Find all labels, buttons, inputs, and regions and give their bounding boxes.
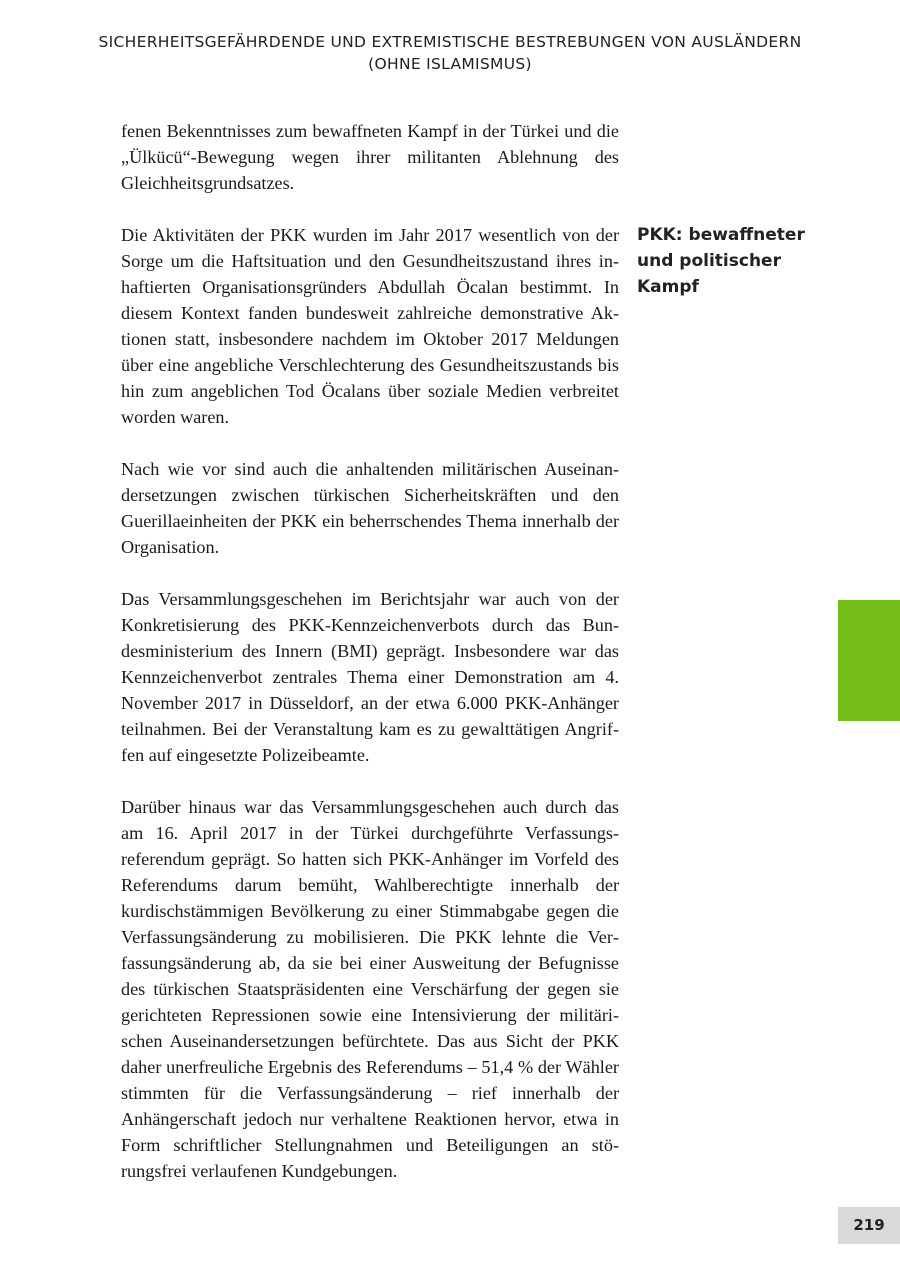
paragraph-military-conflicts: Nach wie vor sind auch die anhaltenden militärischen Auseinandersetzungen zwischen türkischen Sicherheitskräften und den Guerillaeinheiten der PKK ein beherrschendes Thema innerhalb der Organisation. (121, 459, 619, 557)
paragraph-assembly-symbol-ban: Das Versammlungsgeschehen im Berichtsjahr war auch von der Konkretisierung des PKK-Kennzeichenverbots durch das Bundesministerium des Innern (BMI) geprägt. Insbesondere war das Kennzeichenverbot zentrales Thema einer Demonstration am 4. November 2017 in Düsseldorf, an der etwa 6.000 PKK-Anhänger teilnahmen. Bei der Veranstaltung kam es zu gewalttätigen Angriffen auf eingesetzte Polizeibeamte. (121, 589, 619, 765)
page-number: 219 (838, 1207, 900, 1244)
body-text (121, 118, 619, 1210)
paragraph-continuation: fenen Bekenntnisses zum bewaffneten Kampf in der Türkei und die „Ülkücü“-Bewegung wegen ihrer militanten Ablehnung des Gleichheitsgrundsatzes. (121, 121, 619, 193)
margin-note: PKK: bewaffneter und politischer Kampf (637, 225, 805, 297)
running-header-line-1: SICHERHEITSGEFÄHRDENDE UND EXTREMISTISCHE BESTREBUNGEN VON AUSLÄNDERN (98, 33, 802, 51)
paragraph-constitutional-referendum: Darüber hinaus war das Versammlungsgeschehen auch durch das am 16. April 2017 in der Türkei durchgeführte Verfassungsreferendum geprägt. So hatten sich PKK-Anhänger im Vorfeld des Referendums darum bemüht, Wahlberechtigte innerhalb der kurdischstämmigen Bevölkerung zu einer Stimmabgabe gegen die Verfassungsänderung zu mobilisieren. Die PKK lehnte die Verfassungsänderung ab, da sie bei einer Ausweitung der Befugnisse des türkischen Staatspräsidenten eine Verschärfung der gegen sie gerichteten Repressionen sowie eine Intensivierung der militärischen Auseinandersetzungen befürchtete. Das aus Sicht der PKK daher unerfreuliche Ergebnis des Referendums – 51,4 % der Wähler stimmten für die Verfassungsänderung – rief innerhalb der Anhängerschaft jedoch nur verhaltene Reaktionen hervor, etwa in Form schriftlicher Stellungnahmen und Beteiligungen an störungsfrei verlaufenen Kundgebungen. (121, 797, 619, 1181)
chapter-tab (838, 600, 900, 721)
running-header-line-2: (OHNE ISLAMISMUS) (368, 55, 532, 73)
paragraph-pkk-activities: Die Aktivitäten der PKK wurden im Jahr 2017 wesentlich von der Sorge um die Haftsituation und den Gesundheitszustand ihres inhaftierten Organisationsgründers Abdullah Öcalan bestimmt. In diesem Kontext fanden bundesweit zahlreiche demonstrative Aktionen statt, insbesondere nachdem im Oktober 2017 Meldungen über eine angebliche Verschlechterung des Gesundheitszustands bis hin zum angeblichen Tod Öcalans über soziale Medien verbreitet worden waren. (121, 225, 619, 427)
running-header (60, 31, 840, 75)
